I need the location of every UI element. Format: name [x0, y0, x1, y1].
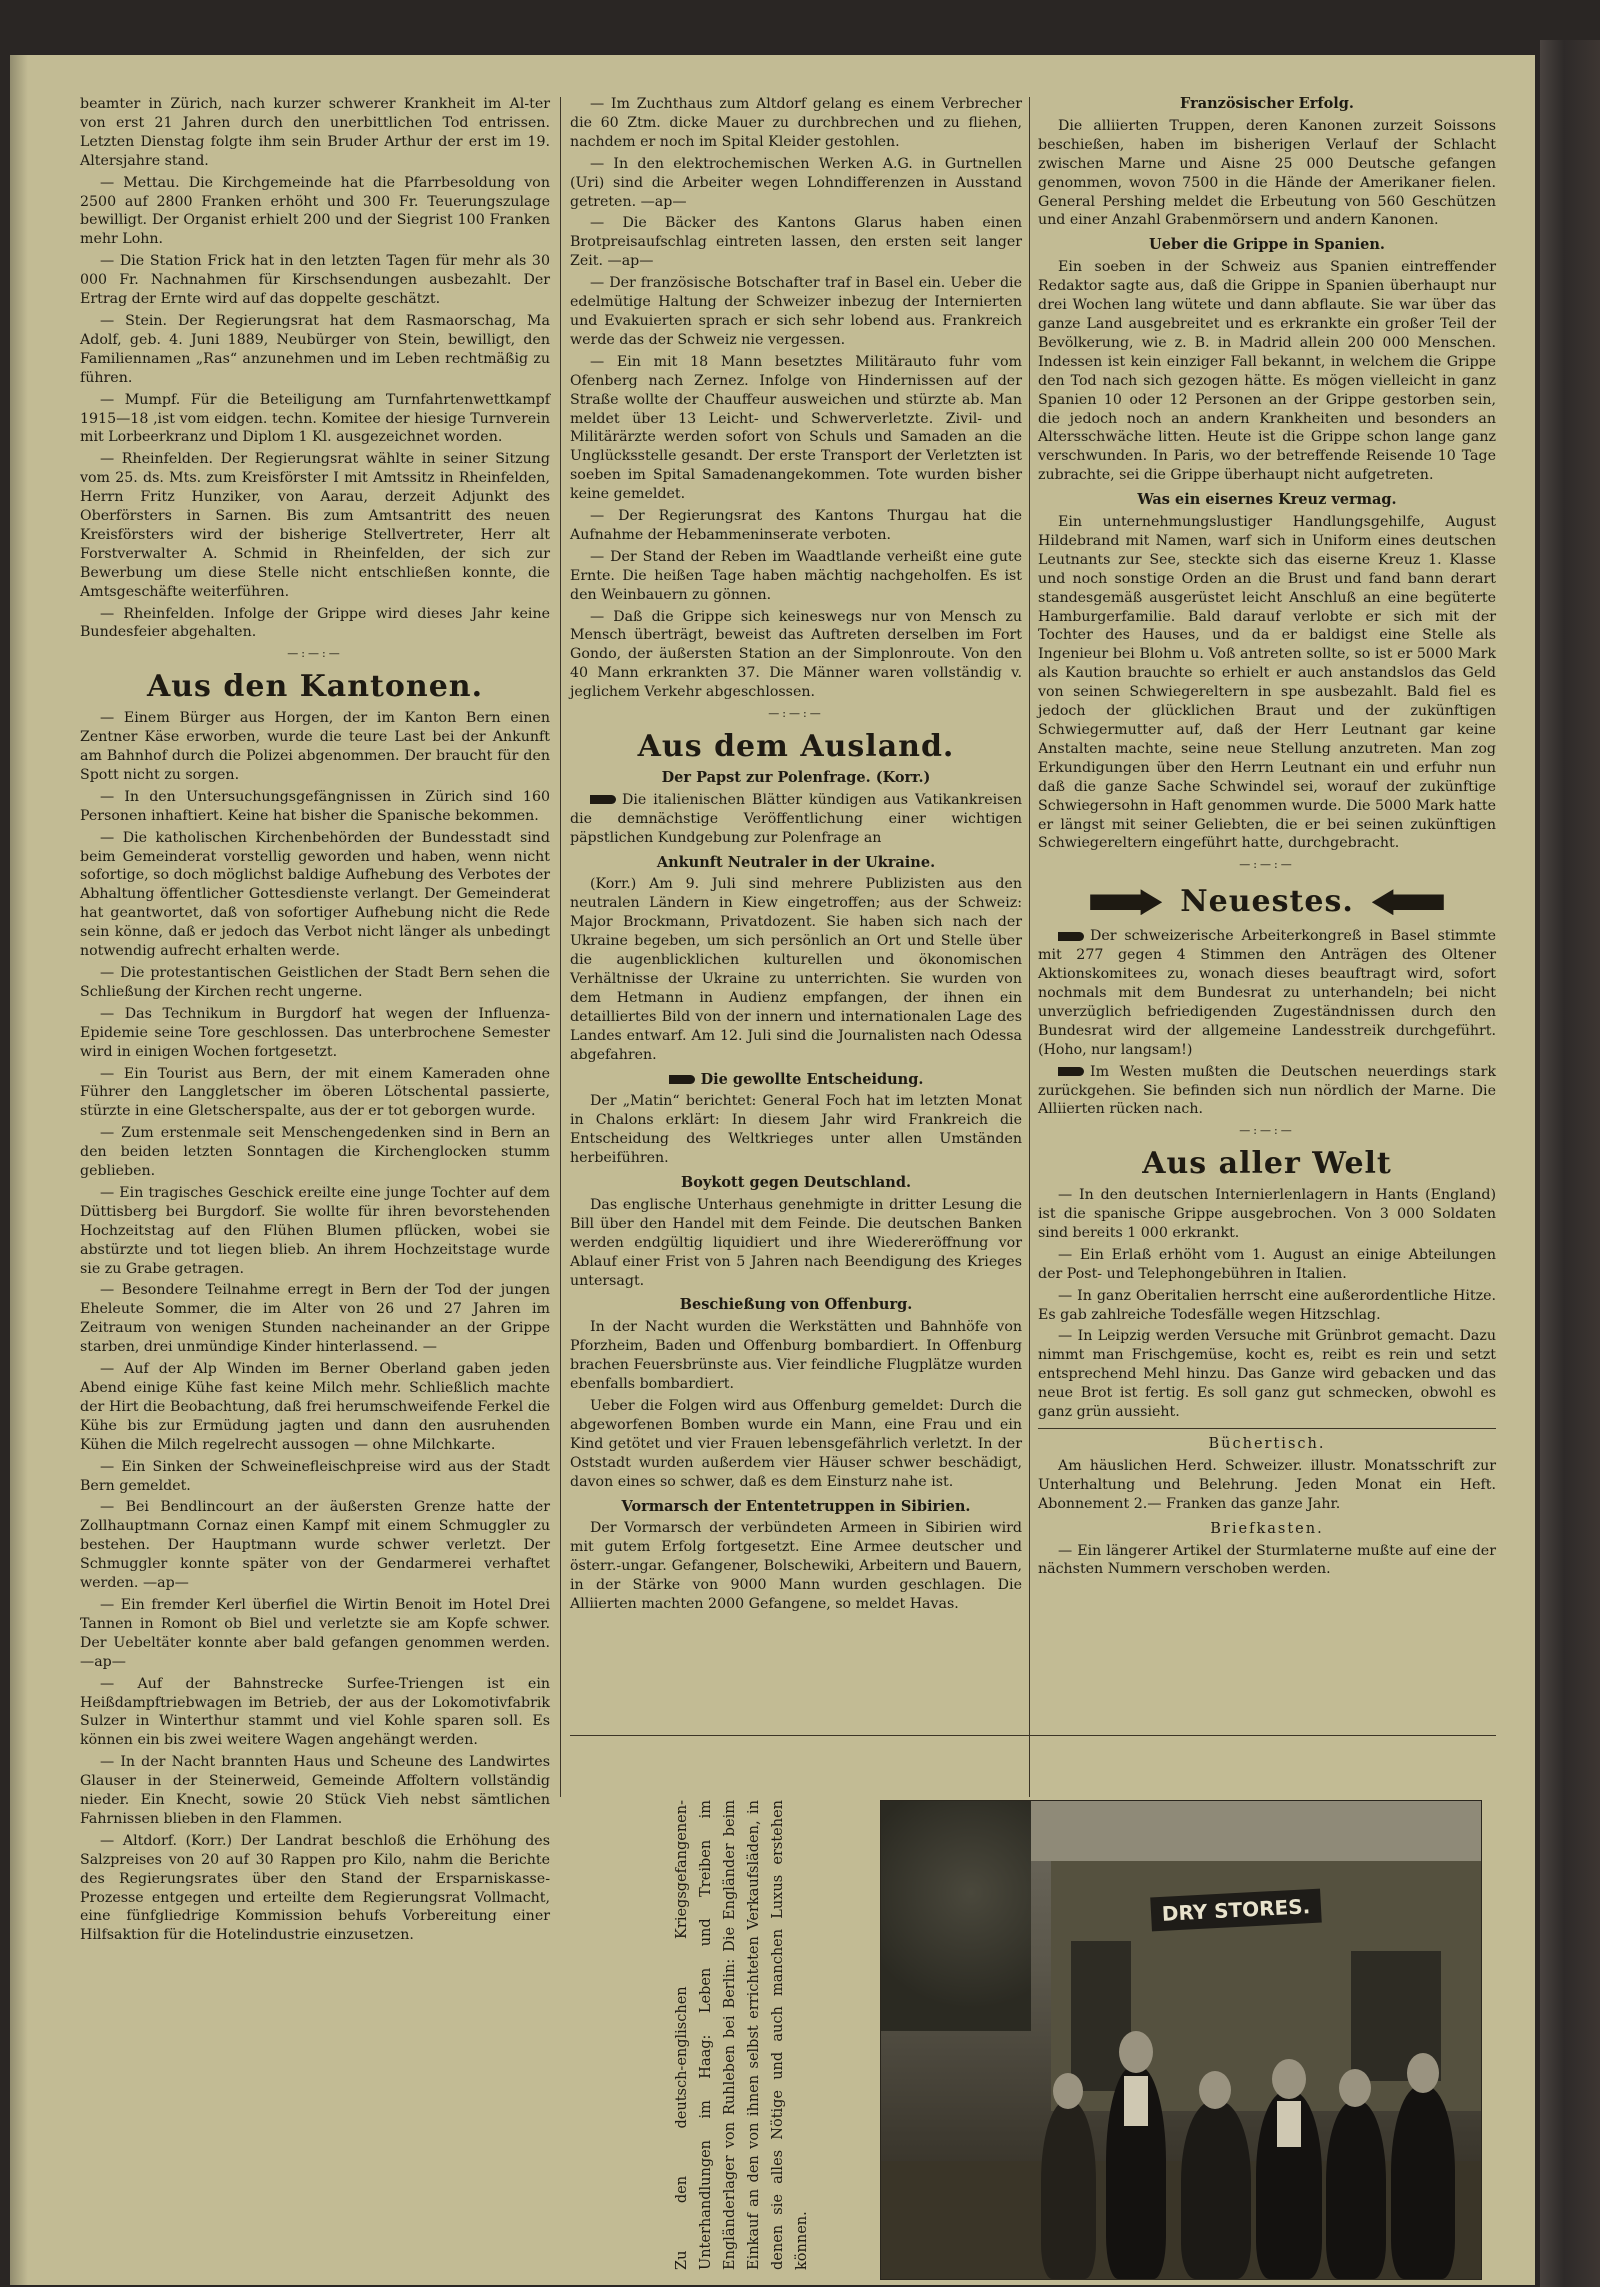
- article-subheading: Beschießung von Offenburg.: [679, 1296, 913, 1314]
- article-subheading: Ankunft Neutraler in der Ukraine.: [656, 853, 936, 871]
- section-separator: —:—:—: [1239, 1124, 1295, 1138]
- photo-figure-head: [1053, 2073, 1083, 2109]
- pointing-hand-icon: [1058, 1067, 1084, 1076]
- article-text: — Auf der Alp Winden im Berner Oberland gaben jeden Abend einige Kühe fast keine Milch mehr. Schließlich machte der Hirt die Beobachtung, daß frei herumschweifende Ferkel die Kühe bis zur Ermüdung jagten und dann den ausruhenden Kühen die Milch regelrecht aussogen — ohne Milchkarte.: [80, 1361, 550, 1453]
- article-text: Das englische Unterhaus genehmigte in dritter Lesung die Bill über den Handel mit dem Feinde. Die deutschen Banken werden endgültig liquidiert und ihre Wiedereröffnung vor Ablauf einer Frist von 5 Jahren nach Beendigung des Krieges untersagt.: [570, 1196, 1022, 1289]
- article-text: — Ein fremder Kerl überfiel die Wirtin Benoit im Hotel Drei Tannen in Romont ob Biel und verletzte sie am Kopfe schwer. Der Uebeltäter konnte aber bald gefangen genommen werden. —ap—: [80, 1596, 550, 1670]
- article-subheading: Der Papst zur Polenfrage. (Korr.): [661, 768, 931, 786]
- column-3: [1038, 95, 1496, 1582]
- article-text: — Der Stand der Reben im Waadtlande verheißt eine gute Ernte. Die heißen Tage haben mächtig nachgeholfen. Es ist den Weinbauern zu gönnen.: [570, 548, 1022, 603]
- pointing-hand-icon: [1058, 932, 1084, 941]
- pointing-hand-icon: [669, 1075, 695, 1084]
- photo-figure: [1391, 2086, 1455, 2279]
- article-text: Die alliierten Truppen, deren Kanonen zurzeit Soissons beschießen, haben im bisherigen Verlauf der Schlacht zwischen Marne und Aisne 25 000 Deutsche gefangen genommen, wovon 7500 in die Hände der Amerikaner fielen. General Pershing meldet die Erbeutung von 560 Geschützen und einer Anzahl Grabenmörsern und andern Kanonen.: [1038, 117, 1496, 229]
- pointing-hand-icon: [1090, 889, 1162, 915]
- article-text: — Besondere Teilnahme erregt in Bern der Tod der jungen Eheleute Sommer, die im Alter von 26 und 27 Jahren im Zeitraum von wenigen Stunden nacheinander an der Grippe starben, drei unmündige Kinder hinterlassend. —: [80, 1282, 550, 1356]
- photo-figure: [1326, 2101, 1386, 2279]
- article-text: — Die Station Frick hat in den letzten Tagen für mehr als 30 000 Fr. Nachnahmen für Kirschsendungen ausbezahlt. Der Ertrag der Ernte wird auf das doppelte geschätzt.: [80, 253, 550, 308]
- column-rule: [1029, 97, 1030, 1797]
- article-text: — Ein Sinken der Schweinefleischpreise wird aus der Stadt Bern gemeldet.: [80, 1458, 550, 1494]
- article-text: Der „Matin“ berichtet: General Foch hat im letzten Monat in Chalons erklärt: In diesem Jahr wird Frankreich die Entscheidung des Weltkrieges unter allen Umständen herbeiführen.: [570, 1093, 1022, 1167]
- section-heading: Aus dem Ausland.: [637, 729, 955, 764]
- section-separator: —:—:—: [768, 707, 824, 721]
- article-text: — Ein tragisches Geschick ereilte eine junge Tochter auf dem Düttisberg bei Burgdorf. Sie wollte für ihren bevorstehenden Hochzeitstag auf den Flühen Blumen pflücken, wobei sie abstürzte und tot liegen blieb. An ihrem Hochzeitstage wurde sie zu Grabe getragen.: [80, 1184, 550, 1277]
- article-subheading: Büchertisch.: [1208, 1436, 1326, 1452]
- photo-figure: [1041, 2101, 1096, 2279]
- article-text: Ein unternehmungslustiger Handlungsgehilfe, August Hildebrand mit Namen, warf sich in Uniform eines deutschen Leutnants zur See, steckte sich das eiserne Kreuz 1. Klasse und noch sonstige Orden an die Brust und fand bann derart standesgemäß ausgerüstet leicht Anschluß an eine begüterte Hamburgerfamilie. Bald darauf verlobte er sich mit der Tochter des Hauses, und da er baldigst eine Stelle als Ingenieur bei Blohm u. Voß antreten sollte, so ist er 5000 Mark als Kaution brauchte so erhielt er auch anstandslos das Geld von seinen Schwiegereltern in spe ausbezahlt. Bald fiel es jedoch der glücklichen Braut und der zukünftigen Schwiegermutter auf, daß der Herr Leutnant gar keine Anstalten machte, seine neue Stellung anzutreten. Man zog Erkundigungen über den Herrn Leutnant ein und erfuhr nun daß die ganze Sache Schwindel sei, worauf der zukünftige Schwiegersohn in Haft genommen wurde. Die 5000 Mark hatte er längst mit seiner Geliebten, die er bei seinen zukünftigen Schwiegereltern eingeführt hatte, durchgebracht.: [1038, 514, 1496, 852]
- article-text: Der schweizerische Arbeiterkongreß in Basel stimmte mit 277 gegen 4 Stimmen den Anträgen des Oltener Aktionskomitees zu, wonach dieses beauftragt wird, sofort nochmals mit dem Bundesrat zu unterhandeln; bei nicht unverzüglich befriedigenden Zugeständnissen durch den Bundesrat wird der allgemeine Landesstreik durchgeführt. (Hoho, nur langsam!): [1038, 928, 1496, 1058]
- column-1: [80, 95, 550, 1948]
- article-text: — Mumpf. Für die Beteiligung am Turnfahrtenwettkampf 1915—18 ‚ist vom eidgen. techn. Komitee der hiesige Turnverein mit Lorbeerkranz und Diplom 1 Kl. ausgezeichnet worden.: [80, 391, 550, 446]
- divider: [1038, 1428, 1496, 1429]
- photo-caption: [670, 1800, 865, 2270]
- article-text: — Rheinfelden. Infolge der Grippe wird dieses Jahr keine Bundesfeier abgehalten.: [80, 605, 550, 641]
- article-text: — Ein Tourist aus Bern, der mit einem Kameraden ohne Führer den Langgletscher im öberen Lötschental passierte, stürzte in eine Gletscherspalte, aus der er tot geborgen wurde.: [80, 1065, 550, 1120]
- article-text: Der Vormarsch der verbündeten Armeen in Sibirien wird mit gutem Erfolg fortgesetzt. Eine Armee deutscher und österr.-ungar. Gefangener, Bolschewiki, Arbeitern und Bauern, in der Stärke von 9000 Mann wurden geschlagen. Die Alliierten machten 2000 Gefangene, so meldet Havas.: [570, 1520, 1022, 1613]
- article-text: — In ganz Oberitalien herrscht eine außerordentliche Hitze. Es gab zahlreiche Todesfälle wegen Hitzschlag.: [1038, 1287, 1496, 1323]
- photo-figure-head: [1407, 2053, 1439, 2093]
- article-subheading: Französischer Erfolg.: [1180, 95, 1354, 112]
- photo-window: [1071, 1941, 1131, 2091]
- page-gutter-shadow: [10, 55, 28, 2285]
- photo-figure-head: [1272, 2059, 1306, 2099]
- article-subheading: Was ein eisernes Kreuz vermag.: [1137, 491, 1397, 509]
- article-text: — Auf der Bahnstrecke Surfee-Triengen ist ein Heißdampftriebwagen im Betrieb, der aus der Lokomotivfabrik Sulzer in Winterthur stammt und viel Kohle sparen soll. Es können ein bis zwei weitere Wagen angehängt werden.: [80, 1675, 550, 1749]
- article-text: — In der Nacht brannten Haus und Scheune des Landwirtes Glauser in der Steinerweid, Gemeinde Affoltern vollständig nieder. Ein Knecht, sowie 20 Stück Vieh nebst sämtlichen Fahrnissen blieben in den Flammen.: [80, 1754, 550, 1827]
- article-text: — Ein Erlaß erhöht vom 1. August an einige Abteilungen der Post- und Telephongebühren in Italien.: [1038, 1246, 1496, 1282]
- article-text: — Daß die Grippe sich keineswegs nur von Mensch zu Mensch überträgt, beweist das Auftreten derselben im Fort Gondo, der äußersten Station an der Simplonroute. Von den 40 Mann erkrankten 37. Die Männer waren vollständig v. jeglichem Verkehr abgeschlossen.: [570, 608, 1022, 701]
- article-text: — Das Technikum in Burgdorf hat wegen der Influenza-Epidemie seine Tore geschlossen. Das unterbrochene Semester wird in einigen Wochen fortgesetzt.: [80, 1005, 550, 1060]
- article-text: — Ein mit 18 Mann besetztes Militärauto fuhr vom Ofenberg nach Zernez. Infolge von Hindernissen auf der Straße wollte der Chauffeur ausweichen und stürzte ab. Man meldet über 13 Leicht- und Schwerverletzte. Zivil- und Militärärzte werden sofort von Schuls und Samaden an die Unglücksstelle gesandt. Der erste Transport der Verletzten ist soeben im Spital Samadenangekommen. Tote wurden bisher keine gemeldet.: [570, 353, 1022, 503]
- divider: [570, 1735, 1496, 1736]
- section-heading: Aus aller Welt: [1142, 1146, 1392, 1182]
- photo-figure: [1181, 2101, 1251, 2279]
- article-text: — Zum erstenmale seit Menschengedenken sind in Bern an den beiden letzten Sonntagen die Kirchenglocken stumm geblieben.: [80, 1125, 550, 1180]
- article-text: Am häuslichen Herd. Schweizer. illustr. Monatsschrift zur Unterhaltung und Belehrung. Jeden Monat ein Heft. Abonnement 2.— Franken das ganze Jahr.: [1038, 1457, 1496, 1512]
- article-subheading: Vormarsch der Ententetruppen in Sibirien.: [621, 1497, 971, 1515]
- photo-figure-shirt: [1124, 2076, 1148, 2126]
- article-text: — Die protestantischen Geistlichen der Stadt Bern sehen die Schließung der Kirchen recht ungerne.: [80, 964, 550, 1000]
- photo-figure-shirt: [1277, 2101, 1301, 2147]
- article-text: — Der Regierungsrat des Kantons Thurgau hat die Aufnahme der Hebammeninserate verboten.: [570, 508, 1022, 543]
- pointing-hand-icon: [590, 795, 616, 804]
- article-text: In der Nacht wurden die Werkstätten und Bahnhöfe von Pforzheim, Baden und Offenburg bombardiert. In Offenburg brachen Feuersbrünste aus. Vier feindliche Flugplätze wurden ebenfalls bombardiert.: [570, 1319, 1022, 1393]
- news-photo: [880, 1800, 1482, 2280]
- photo-figure-head: [1119, 2031, 1153, 2073]
- article-text: — Stein. Der Regierungsrat hat dem Rasmaorschag, Ma Adolf, geb. 4. Juni 1889, Neubürger von Stein, bewilligt, den Familiennamen „Ras“ anzunehmen und im Leben rechtmäßig zu führen.: [80, 312, 550, 386]
- section-heading: [1038, 883, 1496, 919]
- article-text: — In den Untersuchungsgefängnissen in Zürich sind 160 Personen inhaftiert. Keine hat bisher die Spanische bekommen.: [80, 788, 550, 824]
- newspaper-page: [10, 55, 1535, 2285]
- article-text: — Bei Bendlincourt an der äußersten Grenze hatte der Zollhauptmann Cornaz einen Kampf mit einem Schmuggler zu bestehen. Der Hauptmann wurde schwer verletzt. Der Schmuggler konnte später von der Gendarmerei verhaftet werden. —ap—: [80, 1499, 550, 1592]
- article-subheading: Briefkasten.: [1210, 1520, 1324, 1537]
- column-rule: [560, 97, 561, 1797]
- article-text: Ueber die Folgen wird aus Offenburg gemeldet: Durch die abgeworfenen Bomben wurde ein Mann, eine Frau und ein Kind getötet und vier Frauen lebensgefährlich verletzt. In der Oststadt wurden außerdem vier Häuser schwer beschädigt, davon eines so schwer, daß es dem Einsturz nahe ist.: [570, 1398, 1022, 1490]
- column-2: [570, 95, 1022, 1617]
- article-text: Im Westen mußten die Deutschen neuerdings stark zurückgehen. Sie befinden sich nun nördlich der Marne. Die Alliierten rücken nach.: [1038, 1063, 1496, 1118]
- article-text: — In den deutschen Internierlenlagern in Hants (England) ist die spanische Grippe ausgebrochen. Von 3 000 Soldaten sind bereits 1 000 erkrankt.: [1038, 1187, 1496, 1241]
- photo-tree: [881, 1801, 1031, 2031]
- section-separator: —:—:—: [1239, 858, 1295, 872]
- article-subheading: Ueber die Grippe in Spanien.: [1149, 236, 1385, 254]
- book-binding-spine: [1540, 40, 1600, 2287]
- section-separator: —:—:—: [287, 647, 343, 661]
- article-text: — Altdorf. (Korr.) Der Landrat beschloß die Erhöhung des Salzpreises von 20 auf 30 Rappen pro Kilo, nahm die Berichte des Regierungsrates über den Stand der Ersparniskasse-Prozesse entgegen und erteilte dem Regierungsrat Vollmacht, eine fünfgliedrige Kommission behufs Vorbereitung einer Hilfsaktion für die Hotelindustrie einzusetzen.: [80, 1832, 550, 1944]
- photo-figure-head: [1339, 2069, 1371, 2107]
- article-text: Die italienischen Blätter kündigen aus Vatikankreisen die demnächstige Veröffentlichung einer wichtigen päpstlichen Kundgebung zur Polenfrage an: [570, 791, 1022, 846]
- article-text: — Die katholischen Kirchenbehörden der Bundesstadt sind beim Gemeinderat vorstellig geworden und haben, wenn nicht sofortige, so doch möglichst baldige Aufhebung des Verbotes der Abhaltung öffentlicher Gottesdienste verlangt. Der Gemeinderat hat geantwortet, daß von sofortiger Aufhebung nicht die Rede sein könne, daß er jedoch das Verbot nicht länger als unbedingt notwendig aufrecht erhalten werde.: [80, 829, 550, 960]
- article-text: — Die Bäcker des Kantons Glarus haben einen Brotpreisaufschlag eintreten lassen, den ersten seit langer Zeit. —ap—: [570, 215, 1022, 270]
- article-text: — Im Zuchthaus zum Altdorf gelang es einem Verbrecher die 60 Ztm. dicke Mauer zu durchbrechen und zu fliehen, nachdem er noch im Spital Kleider gestohlen.: [570, 96, 1022, 150]
- article-text: — Der französische Botschafter traf in Basel ein. Ueber die edelmütige Haltung der Schweizer inbezug der Internierten und Evakuierten sprach er sich sehr lobend aus. Frankreich werde das der Schweiz nie vergessen.: [570, 275, 1022, 348]
- article-text: (Korr.) Am 9. Juli sind mehrere Publizisten aus den neutralen Ländern in Kiew eingetroffen; aus der Schweiz: Major Brockmann, Privatdozent. Sie haben sich nach der Ukraine begeben, um sich persönlich an Ort und Stelle über die augenblicklichen kulturellen und ökonomischen Verhältnisse der Ukraine zu unterrichten. Sie wurden von dem Hetmann in Audienz empfangen, der ihnen ein detailliertes Bild von der innern und internationalen Lage des Landes entwarf. Am 12. Juli sind die Journalisten nach Odessa abgefahren.: [570, 876, 1022, 1063]
- article-text: — Einem Bürger aus Horgen, der im Kanton Bern einen Zentner Käse erworben, wurde die teure Last bei der Ankunft am Bahnhof durch die Polizei abgenommen. Der braucht für den Spott nicht zu sorgen.: [80, 710, 550, 783]
- article-text: Ein soeben in der Schweiz aus Spanien eintreffender Redaktor sagte aus, daß die Grippe in Spanien überhaupt nur drei Wochen lang wütete und dann abflaute. Sie war über das ganze Land ausgebreitet und es erkrankte ein großer Teil der Bevölkerung, wie z. B. in Madrid allein 200 000 Menschen. Indessen ist kein einziger Fall bekannt, in welchem die Grippe den Tod nach sich gezogen hätte. Es mögen vielleicht in ganz Spanien 10 oder 12 Personen an der Grippe gestorben sein, die jedoch noch an andern Krankheiten und besonders an Altersschwäche litten. Heute ist die Grippe schon lange ganz verschwunden. In Paris, wo der betreffende Reisende 10 Tage zubrachte, sei die Grippe überhaupt nicht aufgetreten.: [1038, 259, 1496, 484]
- dry-stores-sign: DRY STORES.: [1150, 1889, 1322, 1932]
- pointing-hand-icon: [1372, 889, 1444, 915]
- article-text: — Ein längerer Artikel der Sturmlaterne mußte auf eine der nächsten Nummern verschoben werden.: [1038, 1542, 1496, 1578]
- photo-figure-head: [1199, 2071, 1231, 2109]
- article-text: — In den elektrochemischen Werken A.G. in Gurtnellen (Uri) sind die Arbeiter wegen Lohndifferenzen in Ausstand getreten. —ap—: [570, 155, 1022, 210]
- article-subheading-text: Die gewollte Entscheidung.: [700, 1070, 924, 1088]
- photo-caption-text: Zu den deutsch-englischen Kriegsgefangenen-Unterhandlungen im Haag: Leben und Treiben im Engländerlager von Ruhleben bei Berlin: Die Engländer beim Einkauf an den von ihnen selbst errichteten Verkaufsläden, in denen sie alles Nötige und auch manchen Luxus erstehen können.: [674, 1800, 810, 2270]
- section-heading-text: Neuestes.: [1180, 883, 1354, 919]
- article-subheading: [570, 1071, 1022, 1090]
- article-text: — Mettau. Die Kirchgemeinde hat die Pfarrbesoldung von 2500 auf 2800 Franken erhöht und 300 Fr. Teuerungszulage bewilligt. Der Organist erhielt 200 und der Siegrist 100 Franken mehr Lohn.: [80, 174, 550, 248]
- article-subheading: Boykott gegen Deutschland.: [680, 1174, 912, 1192]
- article-text: — In Leipzig werden Versuche mit Grünbrot gemacht. Dazu nimmt man Frischgemüse, kocht es, reibt es rein und setzt entsprechend Mehl hinzu. Das Ganze wird gebacken und das neue Brot ist fertig. Es soll ganz gut schmecken, obwohl es ganz grün aussieht.: [1038, 1328, 1496, 1421]
- section-heading: Aus den Kantonen.: [146, 669, 484, 705]
- article-text: beamter in Zürich, nach kurzer schwerer Krankheit im Al-ter von erst 21 Jahren durch den unerbittlichen Tod entrissen. Letzten Dienstag folgte ihm sein Bruder Arthur der erst im 19. Altersjahre stand.: [80, 96, 550, 169]
- article-text: — Rheinfelden. Der Regierungsrat wählte in seiner Sitzung vom 25. ds. Mts. zum Kreisförster I mit Amtssitz in Rheinfelden, Herrn Fritz Hunziker, von Aarau, derzeit Adjunkt des Oberförsters in Sarnen. Bis zum Amtsantritt des neuen Kreisförsters wird der bisherige Stellvertreter, Herr alt Forstverwalter A. Schmid in Rheinfelden, der sich zur Bewerbung um diese Stelle nicht entschließen konnte, die Amtsgeschäfte weiterführen.: [80, 451, 550, 600]
